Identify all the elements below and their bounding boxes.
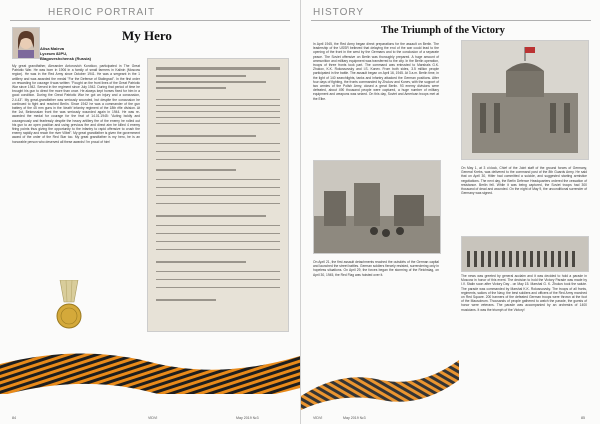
article-col2-top: On May 1, at 3 o'clock, Chief of the Joint staff of the ground forces of Germany, General Krebs, was delivered to the command post of the 8th Guards Army. He said that on April 30, Hitler had committed a suicide, and suggested starting armistice negotiations. The next day, the Berlin Defence Headquarters ordered the cessation of resistance. Berlin fell. While it was being captured, the Soviet troops had 300 thousand of dead and wounded. On the night of May 9, the unconditional surrender of Germany was signed.	[461, 166, 587, 196]
article-title: The Triumph of the Victory	[381, 25, 505, 36]
footer-date: May 2019 №3	[343, 416, 366, 420]
parade-icon	[462, 237, 588, 271]
author-name: Alisa Maleva	[40, 46, 65, 51]
reichstag-icon	[462, 41, 588, 159]
header-rule	[311, 20, 591, 21]
battle-photo	[313, 160, 441, 254]
footer-magazine: VIDVI	[148, 416, 158, 420]
author-city: Blagoveshchensk (Russia)	[40, 56, 91, 61]
footer-date: May 2019 №3	[236, 416, 259, 420]
st-george-ribbon-icon	[0, 334, 300, 394]
section-title: HEROIC PORTRAIT	[48, 7, 156, 18]
reichstag-photo	[461, 40, 589, 160]
author-photo	[12, 27, 40, 59]
article-col1-bottom: On April 21, the first assault detachments reached the outskirts of the German capital and launched the street battles. German soldiers fiercely resisted, surrendering only in hopeless situations. On April 29, the forces began the storming of the Reichstag, on April 30, 1945, the Red Flag was hoisted over it.	[313, 260, 439, 277]
document-scan-icon	[148, 59, 288, 331]
footer-magazine: VIDVI	[313, 416, 323, 420]
portrait-icon	[13, 28, 39, 58]
article-title: My Hero	[122, 28, 172, 43]
right-page	[300, 0, 600, 424]
footer-page-number: 85	[581, 416, 585, 420]
article-col2-bottom: The news was greeted by general acclaim and it was decided to hold a parade in Moscow in honor of this event. The decision to hold the Victory Parade was made by I.V. Stalin soon after Victory Day - on May 15. Marshal G. K. Zhukov took the salute. The parade was commanded by Marshal K.K. Rokossovsky. The troops of all fronts, regiments, sailors of the Navy, the best soldiers and officers of the Red Army marched on Red Square. 200 banners of the defeated German troops were thrown at the foot of the Mausoleum. Thousands of people gathered to watch the parade, the guests of honor were veterans. The parade was accompanied by an orchestra of 1400 musicians. It was the triumph of the Victory!	[461, 274, 587, 312]
archive-document-photo	[147, 58, 289, 332]
author-school: Lyceum 82PU,	[40, 51, 68, 56]
medal-icon	[52, 280, 86, 334]
section-title: HISTORY	[313, 7, 365, 18]
article-body: My great grandfather, Alexander Antonovich Korotkov, participated in The Great Patriotic War. He was born in 1906 in a family of small farmers in Kalinin (Moscow region). He was in the Red Army since October 1941. He was a sergeant in the 1 artillery and was awarded the medal "For the Defense of Stalingrad". In the first order on rewarding for courage it was written: "Fought on the front lines of the Great Patriotic War since 1942. Served in the regiment since July 1942. During that period of time he brought his gun to direct fire more than once. He always kept horses fixed for him in a good condition. During the Great Patriotic War he got an injury and a concussion, 2.4.43". My great-grandfather was seriously wounded, but despite the concussion he continued to fight and reached Berlin. Since 1942 he was a commander of the gun battery of the 45 mm guns in the 'death' infantry regiment of the 18th rifle division. At the 1st, Belorussian front the was seriously wounded again in 1944. He was re-awarded the medal for courage for the feat of 14.01.1945: "Acting boldly and courageously and fearlessly despite the heavy artillery fire of the enemy he rolled out his gun to an open position and using previous fire and direct aim he killed 4 enemy firing points thus giving the opportunity to the infantry to rapid offensive to crush the enemy rapidly and reach the river Vilbel". My great grandfather is given the government award of the order of the Red Star too. My great grandfather is my hero, he is an honorable person who deserved all these awards! I'm proud of him!	[12, 64, 140, 144]
st-george-ribbon-icon	[301, 300, 461, 410]
footer-page-number: 84	[12, 416, 16, 420]
article-col1-top: In April 1945, the Red Army began direct preparations for the assault on Berlin. The leadership of the USSR believed that delaying the end of the war could lead to the opening of the front in the west by the Germans and to the conclusion of a separate peace. The Soviet offensive on Berlin was thoroughly prepared. A huge amount of ammunition and military equipment was transferred to the city. In the Berlin operation, troops of three fronts took part. The command was entrusted to Marshals G.K. Zhukov, K.K. Rokossovsky and I.S. Konev. From both sides, 3.5 million people participated in the battle. The assault began on April 16, 1945. At 3 a.m. Berlin time, in the light of 140 searchlights, tanks and infantry attacked the German positions. After four days of fighting, the fronts commanded by Zhukov and Konev, with the support of two armies of the Polish Army, closed a great Berlin. 93 enemy divisions were defeated, about 490 thousand people were captured, a huge number of military equipment and weapons was seized. On this day, Soviet and American troops met at the Elbe.	[313, 42, 439, 101]
battle-scene-icon	[314, 161, 440, 253]
header-rule	[10, 20, 290, 21]
parade-photo	[461, 236, 589, 272]
